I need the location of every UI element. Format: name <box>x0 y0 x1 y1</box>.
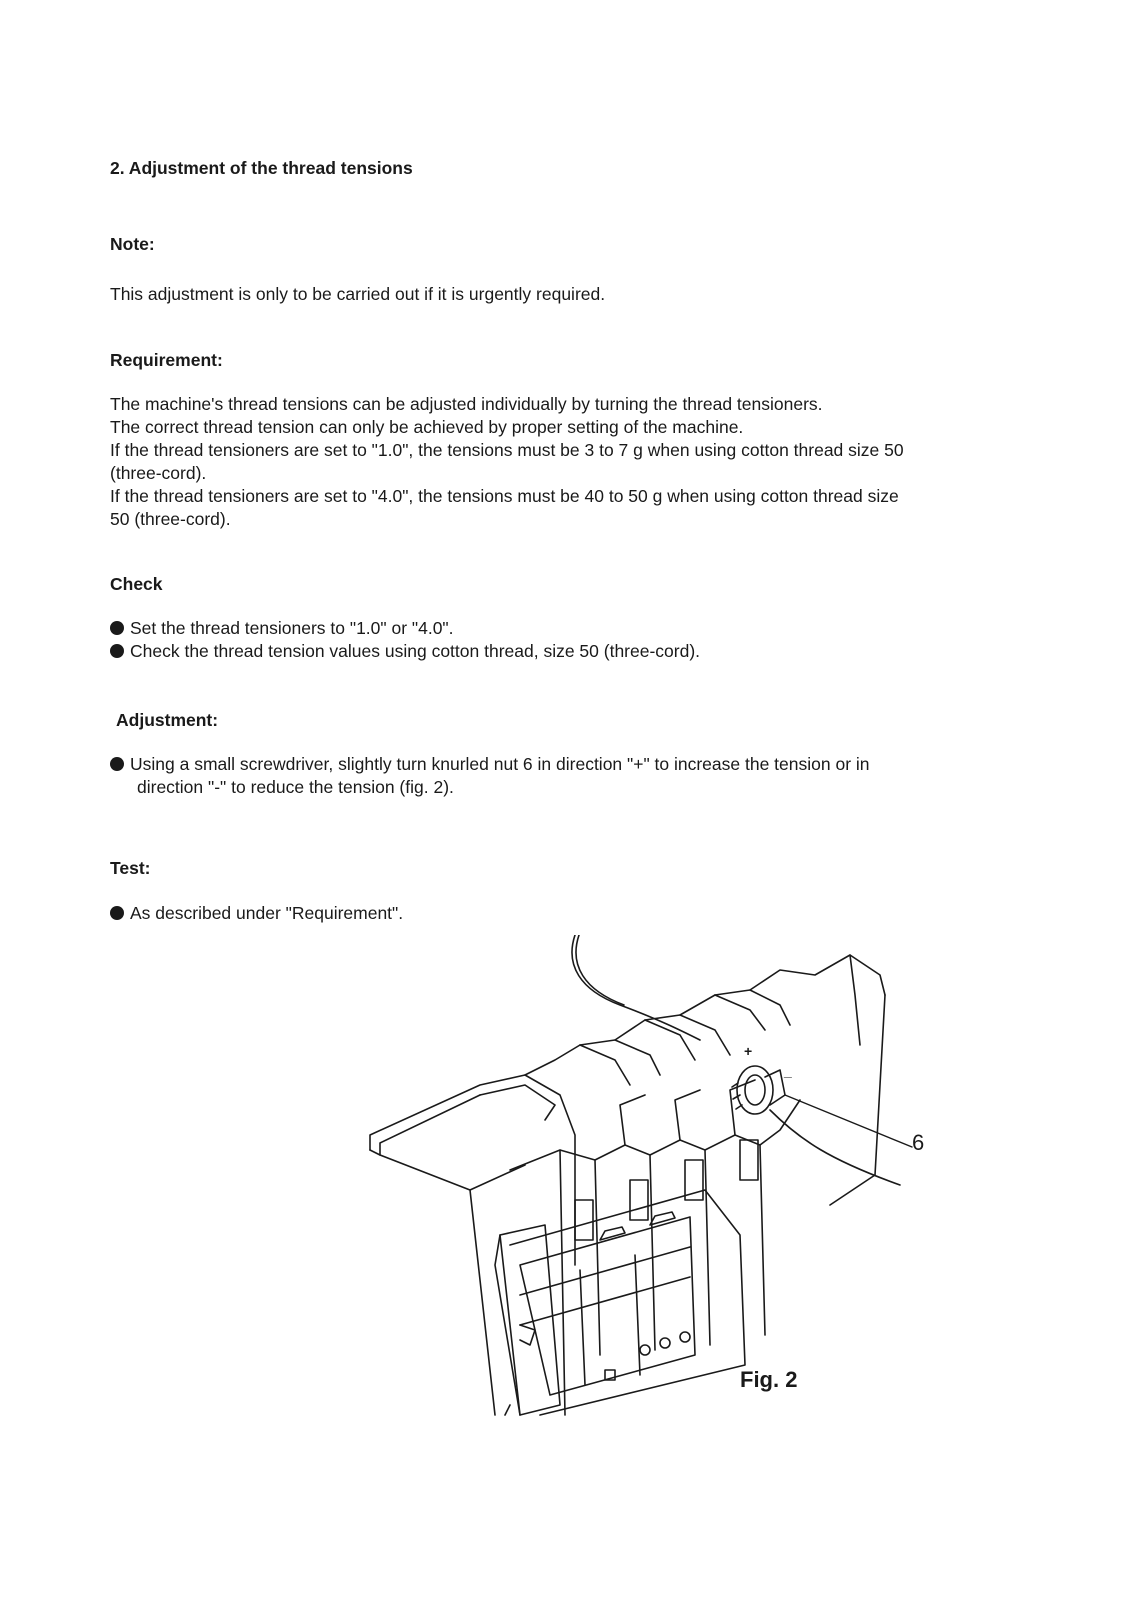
bullet-icon <box>110 757 124 771</box>
test-list <box>110 902 403 925</box>
section-title: 2. Adjustment of the thread tensions <box>110 158 413 178</box>
list-item: Check the thread tension values using cotton thread, size 50 (three-cord). <box>110 640 700 663</box>
figure-caption: Fig. 2 <box>740 1367 798 1392</box>
requirement-heading: Requirement: <box>110 350 223 370</box>
list-item: Set the thread tensioners to "1.0" or "4.0". <box>110 617 700 640</box>
minus-sign: _ <box>784 1063 792 1079</box>
bullet-icon <box>110 644 124 658</box>
test-heading: Test: <box>110 858 151 878</box>
list-item: As described under "Requirement". <box>110 902 403 925</box>
note-heading: Note: <box>110 234 155 254</box>
plus-sign: + <box>744 1043 753 1059</box>
check-list <box>110 617 700 663</box>
check-heading: Check <box>110 574 163 594</box>
requirement-line: If the thread tensioners are set to "1.0", the tensions must be 3 to 7 g when using cotton thread size 50 <box>110 440 904 460</box>
bullet-icon <box>110 906 124 920</box>
requirement-line: If the thread tensioners are set to "4.0", the tensions must be 40 to 50 g when using cotton thread size <box>110 486 899 506</box>
requirement-line: 50 (three-cord). <box>110 509 231 529</box>
requirement-text <box>110 393 904 531</box>
tensioner-illustration <box>360 935 920 1455</box>
figure-thread-tensioner <box>360 935 925 1455</box>
callout-6: 6 <box>912 1130 925 1155</box>
note-text: This adjustment is only to be carried out if it is urgently required. <box>110 284 606 304</box>
requirement-line: The correct thread tension can only be achieved by proper setting of the machine. <box>110 417 744 437</box>
requirement-line: (three-cord). <box>110 463 207 483</box>
requirement-line: The machine's thread tensions can be adjusted individually by turning the thread tensioners. <box>110 394 823 414</box>
adjustment-list <box>110 753 870 799</box>
adjustment-heading: Adjustment: <box>116 710 219 730</box>
list-item-continuation: direction "-" to reduce the tension (fig. 2). <box>137 777 454 797</box>
bullet-icon <box>110 621 124 635</box>
list-item: Using a small screwdriver, slightly turn knurled nut 6 in direction "+" to increase the tension or in <box>110 753 870 776</box>
